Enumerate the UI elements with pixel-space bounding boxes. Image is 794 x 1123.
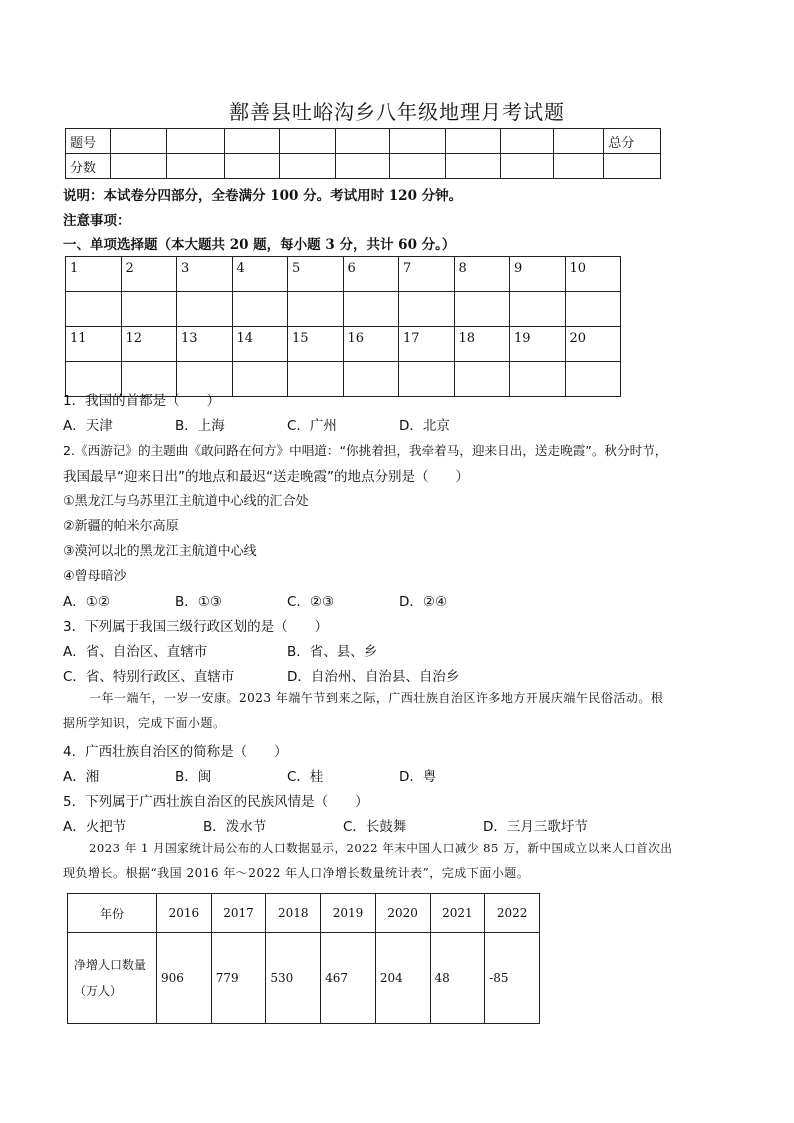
year-label: 年份 [68, 894, 157, 933]
question-3-stem: 3．下列属于我国三级行政区划的是（ ） [63, 619, 329, 635]
answer-number: 15 [288, 327, 344, 362]
question-2-stem-cont: 我国最早“迎来日出”的地点和最迟“送走晚霞”的地点分别是（ ） [63, 469, 469, 485]
value-cell: -85 [485, 933, 540, 1024]
q2-option-b[interactable]: B．①③ [175, 594, 222, 610]
answer-number: 12 [121, 327, 177, 362]
answer-cell[interactable] [454, 292, 510, 327]
value-cell: 779 [211, 933, 266, 1024]
answer-number: 3 [177, 257, 233, 292]
q2-item-1: ①黑龙江与乌苏里江主航道中心线的汇合处 [63, 494, 309, 509]
exam-note: 说明：本试卷分四部分，全卷满分 100 分。考试用时 120 分钟。 [63, 188, 463, 204]
value-label [68, 933, 157, 1024]
answer-cell[interactable] [510, 292, 566, 327]
score-cell[interactable] [390, 129, 446, 154]
value-cell: 530 [266, 933, 321, 1024]
score-row-label: 分数 [66, 154, 111, 179]
q2-option-a[interactable]: A．①② [63, 594, 110, 610]
q1-option-a[interactable]: A．天津 [63, 418, 113, 434]
q3-option-a[interactable]: A．省、自治区、直辖市 [63, 644, 208, 660]
score-cell[interactable] [554, 154, 604, 179]
score-cell[interactable] [166, 129, 224, 154]
score-cell[interactable] [110, 154, 166, 179]
answer-cell[interactable] [288, 292, 344, 327]
score-total-label: 总分 [604, 129, 661, 154]
answer-number: 14 [232, 327, 288, 362]
q1-option-d[interactable]: D．北京 [399, 418, 450, 434]
answer-number-row [66, 257, 621, 292]
score-cell[interactable] [279, 154, 335, 179]
score-cell[interactable] [390, 154, 446, 179]
answer-number: 11 [66, 327, 122, 362]
q2-item-4: ④曾母暗沙 [63, 569, 127, 584]
q1-option-b[interactable]: B．上海 [175, 418, 225, 434]
score-cell[interactable] [335, 154, 389, 179]
q5-option-d[interactable]: D．三月三歌圩节 [483, 819, 588, 835]
q1-option-c[interactable]: C．广州 [287, 418, 337, 434]
answer-number: 4 [232, 257, 288, 292]
score-table-row [66, 129, 661, 154]
score-cell[interactable] [110, 129, 166, 154]
passage-2-line-1: 2023 年 1 月国家统计局公布的人口数据显示，2022 年末中国人口减少 85 万，新中国成立以来人口首次出 [89, 841, 673, 855]
answer-cell[interactable] [399, 292, 455, 327]
passage-2-line-2: 现负增长。根据“我国 2016 年～2022 年人口净增长数量统计表”，完成下面小题。 [63, 866, 530, 880]
value-cell: 906 [157, 933, 212, 1024]
answer-cell[interactable] [510, 362, 566, 397]
q3-option-d[interactable]: D．自治州、自治县、自治乡 [287, 669, 460, 685]
population-table [67, 893, 540, 1024]
score-cell[interactable] [279, 129, 335, 154]
question-2-stem: 2.《西游记》的主题曲《敢问路在何方》中唱道：“你挑着担，我牵着马，迎来日出，送走晚霞”。秋分时节， [63, 443, 668, 458]
answer-number: 10 [565, 257, 621, 292]
q3-option-b[interactable]: B．省、县、乡 [287, 644, 378, 660]
answer-cell[interactable] [565, 362, 621, 397]
answer-number: 7 [399, 257, 455, 292]
q4-option-c[interactable]: C．桂 [287, 769, 324, 785]
answer-cell[interactable] [399, 362, 455, 397]
score-cell[interactable] [446, 154, 500, 179]
answer-cell[interactable] [232, 292, 288, 327]
passage-1-line-1: 一年一端午，一岁一安康。2023 年端午节到来之际，广西壮族自治区许多地方开展庆端午民俗活动。根 [89, 691, 664, 705]
answer-number: 19 [510, 327, 566, 362]
year-cell: 2018 [266, 894, 321, 933]
population-year-row [68, 894, 540, 933]
question-1-stem: 1．我国的首都是（ ） [63, 393, 221, 409]
answer-number: 16 [343, 327, 399, 362]
attention-heading: 注意事项： [63, 213, 131, 229]
q2-option-d[interactable]: D．②④ [399, 594, 448, 610]
passage-2 [63, 836, 743, 886]
value-label-line-1: 净增人口数量 [74, 958, 147, 972]
score-cell[interactable] [500, 154, 553, 179]
q4-option-b[interactable]: B．闽 [175, 769, 212, 785]
question-5-stem: 5．下列属于广西壮族自治区的民族风情是（ ） [63, 794, 369, 810]
score-cell[interactable] [225, 129, 279, 154]
year-cell: 2019 [321, 894, 376, 933]
q5-option-c[interactable]: C．长鼓舞 [343, 819, 407, 835]
year-cell: 2017 [211, 894, 266, 933]
answer-number-row [66, 327, 621, 362]
score-cell[interactable] [225, 154, 279, 179]
q2-item-3: ③漠河以北的黑龙江主航道中心线 [63, 544, 257, 559]
answer-number: 1 [66, 257, 122, 292]
passage-1-line-2: 据所学知识，完成下面小题。 [63, 716, 226, 730]
year-cell: 2020 [375, 894, 430, 933]
value-label-line-2: （万人） [74, 984, 123, 998]
answer-cell[interactable] [343, 292, 399, 327]
score-cell[interactable] [335, 129, 389, 154]
passage-1 [63, 686, 743, 736]
score-total-cell[interactable] [604, 154, 661, 179]
section-heading: 一、单项选择题（本大题共 20 题，每小题 3 分，共计 60 分。） [63, 237, 456, 253]
answer-cell[interactable] [454, 362, 510, 397]
answer-cell[interactable] [66, 292, 122, 327]
value-cell: 467 [321, 933, 376, 1024]
answer-cell[interactable] [565, 292, 621, 327]
score-table-row [66, 154, 661, 179]
answer-blank-row [66, 292, 621, 327]
q5-option-b[interactable]: B．泼水节 [203, 819, 267, 835]
score-cell[interactable] [166, 154, 224, 179]
answer-grid [65, 256, 621, 397]
answer-cell[interactable] [121, 292, 177, 327]
answer-number: 17 [399, 327, 455, 362]
year-cell: 2016 [157, 894, 212, 933]
q2-option-c[interactable]: C．②③ [287, 594, 335, 610]
year-cell: 2021 [430, 894, 485, 933]
q3-option-c[interactable]: C．省、特别行政区、直辖市 [63, 669, 235, 685]
q4-option-d[interactable]: D．粤 [399, 769, 437, 785]
answer-number: 6 [343, 257, 399, 292]
q4-option-a[interactable]: A．湘 [63, 769, 100, 785]
exam-title: 鄯善县吐峪沟乡八年级地理月考试题 [229, 100, 565, 124]
answer-number: 5 [288, 257, 344, 292]
score-table [65, 128, 661, 179]
score-cell[interactable] [554, 129, 604, 154]
value-cell: 204 [375, 933, 430, 1024]
answer-cell[interactable] [232, 362, 288, 397]
answer-number: 13 [177, 327, 233, 362]
answer-cell[interactable] [288, 362, 344, 397]
answer-number: 9 [510, 257, 566, 292]
score-cell[interactable] [446, 129, 500, 154]
answer-number: 20 [565, 327, 621, 362]
score-row-label: 题号 [66, 129, 111, 154]
q2-item-2: ②新疆的帕米尔高原 [63, 519, 179, 534]
answer-number: 8 [454, 257, 510, 292]
answer-cell[interactable] [177, 292, 233, 327]
question-4-stem: 4．广西壮族自治区的简称是（ ） [63, 744, 288, 760]
population-value-row [68, 933, 540, 1024]
answer-cell[interactable] [343, 362, 399, 397]
score-cell[interactable] [500, 129, 553, 154]
value-cell: 48 [430, 933, 485, 1024]
answer-number: 2 [121, 257, 177, 292]
q5-option-a[interactable]: A．火把节 [63, 819, 127, 835]
year-cell: 2022 [485, 894, 540, 933]
answer-number: 18 [454, 327, 510, 362]
